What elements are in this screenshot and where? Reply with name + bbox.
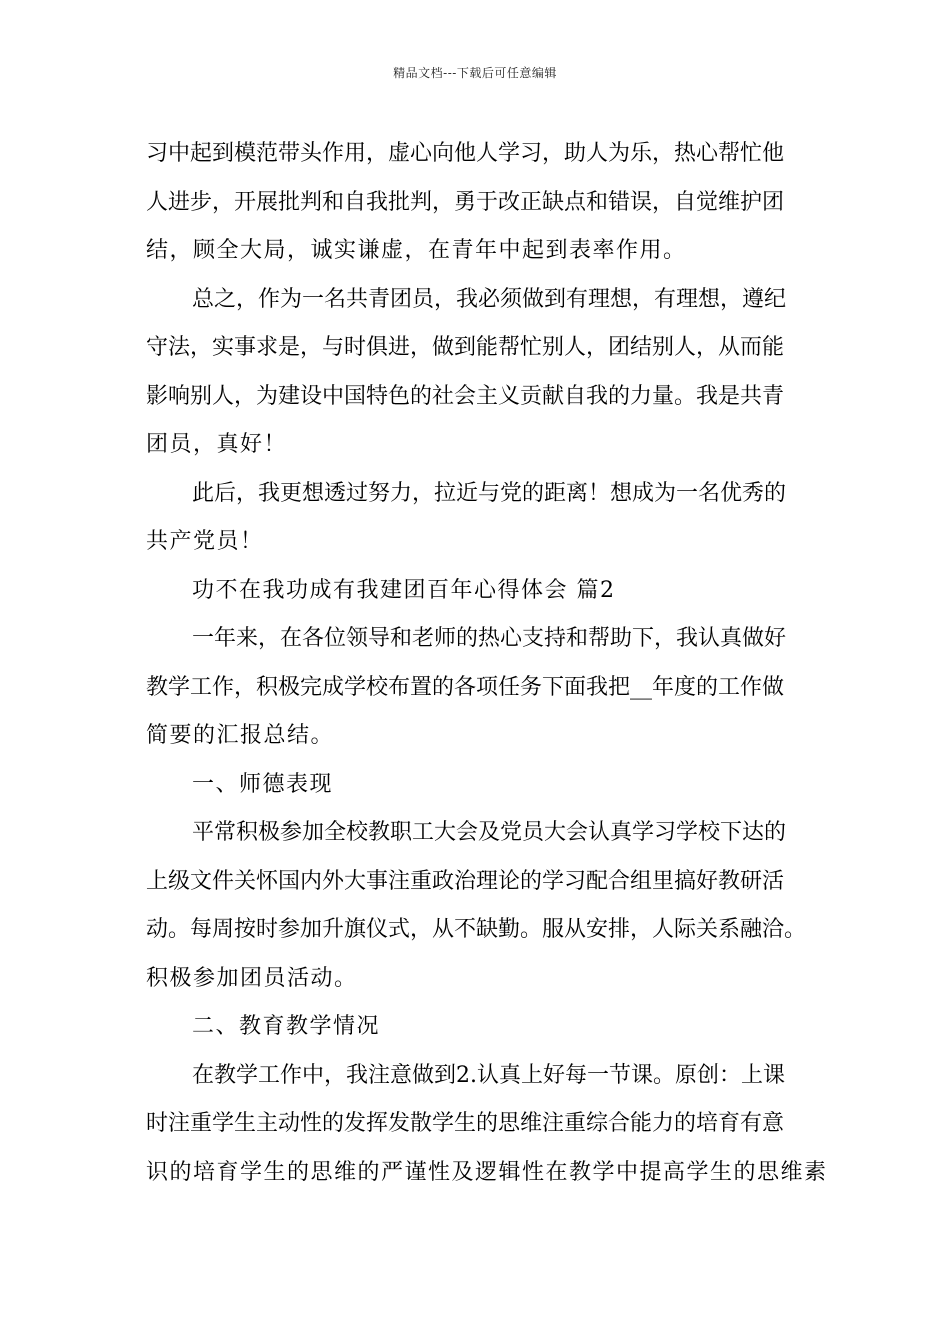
text-line: 习中起到模范带头作用，虚心向他人学习，助人为乐，热心帮忙他 bbox=[146, 141, 785, 166]
text-line: 共产党员！ bbox=[146, 529, 264, 554]
paragraph-1 bbox=[146, 130, 814, 276]
text-line: 守法，实事求是，与时俱进，做到能帮忙别人，团结别人，从而能 bbox=[146, 335, 785, 360]
text-line: 识的培育学生的思维的严谨性及逻辑性在教学中提高学生的思维素 bbox=[146, 1159, 828, 1185]
text-line: 动。每周按时参加升旗仪式，从不缺勤。服从安排，人际关系融洽。 bbox=[146, 917, 807, 942]
paragraph-6 bbox=[146, 1052, 828, 1198]
text-line: 时注重学生主动性的发挥发散学生的思维注重综合能力的培育有意 bbox=[146, 1111, 785, 1136]
text-line: 结，顾全大局，诚实谦虚，在青年中起到表率作用。 bbox=[146, 238, 687, 263]
paragraph-4 bbox=[146, 615, 814, 761]
text-line: 二、教育教学情况 bbox=[192, 1014, 381, 1039]
text-line: 在教学工作中，我注意做到2.认真上好每一节课。原创：上课 bbox=[192, 1062, 785, 1088]
text-line: 简要的汇报总结。 bbox=[146, 723, 335, 748]
text-line: 人进步，开展批判和自我批判，勇于改正缺点和错误，自觉维护团 bbox=[146, 189, 785, 215]
text-line: 此后，我更想透过努力，拉近与党的距离！想成为一名优秀的 bbox=[192, 480, 787, 506]
page-header: 精品文档---下载后可任意编辑 bbox=[393, 66, 557, 80]
text-line: 功不在我功成有我建团百年心得体会 篇2 bbox=[192, 577, 616, 603]
text-line: 一、师德表现 bbox=[192, 771, 334, 797]
subheading-teaching bbox=[146, 1003, 814, 1052]
subheading-ethics bbox=[146, 761, 814, 810]
document-body bbox=[146, 130, 828, 1197]
text-line: 团员，真好！ bbox=[146, 432, 288, 457]
text-line: 总之，作为一名共青团员，我必须做到有理想，有理想，遵纪 bbox=[192, 286, 787, 312]
text-line: 一年来，在各位领导和老师的热心支持和帮助下，我认真做好 bbox=[192, 626, 787, 651]
text-line: 教学工作，积极完成学校布置的各项任务下面我把__年度的工作做 bbox=[146, 674, 785, 700]
text-line: 影响别人，为建设中国特色的社会主义贡献自我的力量。我是共青 bbox=[146, 383, 785, 409]
paragraph-3 bbox=[146, 470, 814, 567]
text-line: 平常积极参加全校教职工大会及党员大会认真学习学校下达的 bbox=[192, 820, 787, 845]
text-line: 上级文件关怀国内外大事注重政治理论的学习配合组里搞好教研活 bbox=[146, 868, 785, 894]
paragraph-2 bbox=[146, 276, 814, 470]
paragraph-5 bbox=[146, 809, 814, 1003]
text-line: 积极参加团员活动。 bbox=[146, 965, 358, 991]
section-heading-2 bbox=[146, 567, 814, 616]
